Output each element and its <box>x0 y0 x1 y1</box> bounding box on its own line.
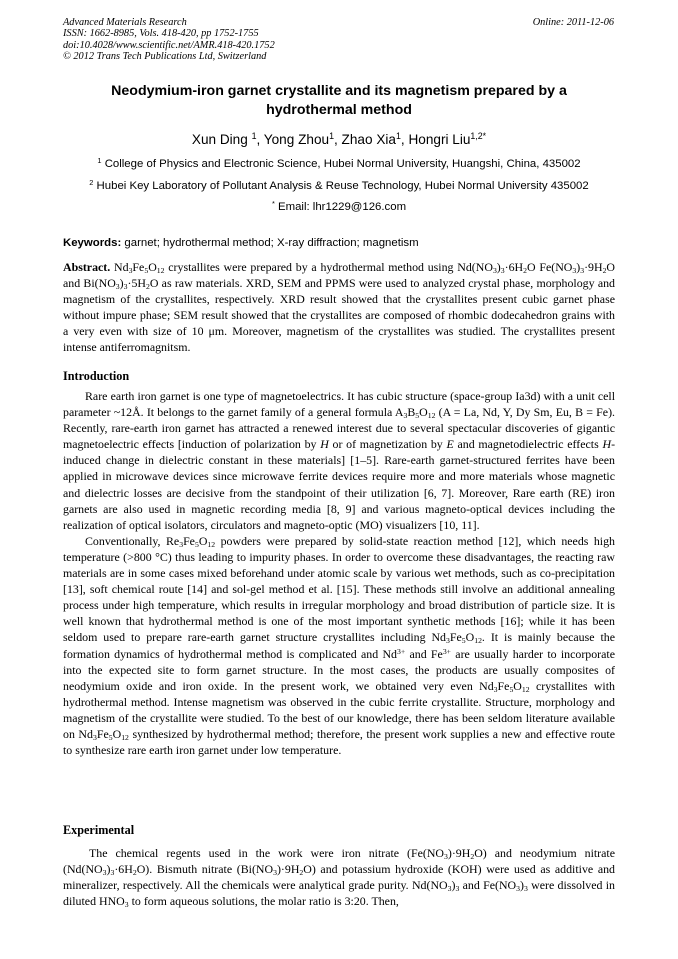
subscript: 12 <box>474 636 482 646</box>
body-text: O) and potassium hydroxide (KOH) were used as additive and mineralizer, respectively. All the chemicals were analytical grade purity. Nd(NO <box>63 862 615 893</box>
copyright-line: © 2012 Trans Tech Publications Ltd, Switzerland <box>63 50 267 62</box>
subscript: 5 <box>108 732 113 742</box>
italic-symbol: E <box>446 437 454 452</box>
abstract-text: ) <box>496 260 501 274</box>
author-list <box>63 131 615 148</box>
affiliation-1 <box>63 157 615 172</box>
abstract-text: Nd <box>114 260 129 274</box>
body-text: were dissolved in diluted HNO <box>63 878 616 909</box>
subscript: 3 <box>500 265 505 275</box>
email-text[interactable]: Email: lhr1229@126.com <box>278 201 407 213</box>
keywords-label: Keywords: <box>63 237 122 249</box>
body-text: O) and neodymium nitrate (Nd(NO <box>63 846 615 877</box>
abstract-text: ·5H <box>127 276 146 291</box>
subscript: 2 <box>132 868 137 878</box>
body-text: ) <box>106 862 111 877</box>
body-text: and magnetodielectric effects <box>453 437 603 452</box>
subscript: 3 <box>444 851 448 861</box>
subscript: 3 <box>102 868 107 878</box>
subscript: 12 <box>521 684 530 694</box>
author-name: , Hongri Liu <box>400 132 471 147</box>
subscript: 3 <box>110 868 115 878</box>
abstract-label: Abstract. <box>63 260 111 274</box>
subscript: 3 <box>492 265 497 275</box>
subscript: 3 <box>128 265 133 275</box>
subscript: 5 <box>415 411 420 421</box>
body-text: synthesized by hydrothermal method; therefore, the present work supplies a new and effective route to synthesize rare earth iron garnet under low temperature. <box>63 726 615 758</box>
author-name: , Zhao Xia <box>334 132 396 147</box>
issn-line: ISSN: 1662-8985, Vols. 418-420, pp 1752-1755 <box>63 28 259 40</box>
body-text: Rare earth iron garnet is one type of magnetoelectrics. It has cubic structure (space-group Ia3d) with a unit cell parameter ~12Å. It belongs to the garnet family of a general formula A <box>63 389 615 420</box>
subscript: 3 <box>123 282 128 292</box>
subscript: 3 <box>523 884 528 894</box>
body-text: ·6H <box>114 862 133 877</box>
introduction-heading: Introduction <box>63 369 130 383</box>
body-text: O <box>465 630 475 645</box>
subscript: 3 <box>273 868 277 878</box>
body-text: )·9H <box>276 862 300 877</box>
body-text: -induced change in dielectric constant in these materials] [1–5]. Rare-earth garnet-structured ferrites have been applied in microwave devices since microwave ferrite devices require more and more materials whose magnetic and dielectric losses are decisive from the standpoint of their utilization [6, 7]. Moreover, Rare earth (RE) iron garnets are also used in magnetic recording media [8, 9] and various magneto-optical devices including the realization of optical isolators, circulators and magneto-optic (MO) visualizers [10, 11]. <box>63 437 616 532</box>
superscript: 3+ <box>396 646 406 656</box>
subscript: 5 <box>509 684 514 694</box>
body-text: and Fe(NO <box>459 878 517 893</box>
superscript: 3+ <box>442 646 452 656</box>
body-text: powders were prepared by solid-state reaction method [12], which needs high temperature (>800 °C) thus leading to impurity phases. In order to overcome these disadvantages, the reacting raw materials are in some cases mixed beforehand under atomic scale by various wet methods, such as co-precipitation [13], soft chemical route [14] and sol-gel method et al. [15]. These methods still involve an additional annealing process under high temperature, which results in irregular morphology and broad distribution of particle size. It is well known that hydrothermal method is one of the most important synthetic methods [16]; while it has been seldom used to prepare rare-earth garnet structure crystallites including Nd <box>63 533 615 645</box>
affiliation-number: 2 <box>89 177 94 187</box>
body-text: O). Bismuth nitrate (Bi(NO <box>136 862 274 877</box>
body-text: O <box>419 405 428 420</box>
body-text: Fe <box>183 533 195 548</box>
body-text: Fe <box>449 630 462 645</box>
subscript: 12 <box>427 411 436 421</box>
intro-paragraph-2 <box>63 533 615 758</box>
abstract-text: crystallites were prepared by a hydrothermal method using Nd(NO <box>164 260 493 274</box>
author-name: , Yong Zhou <box>256 132 330 147</box>
abstract-text: ·6H <box>504 260 524 274</box>
corresponding-mark: * <box>271 198 275 208</box>
affiliation-text: Hubei Key Laboratory of Pollutant Analysis & Reuse Technology, Hubei Normal University 435002 <box>96 180 589 192</box>
subscript: 3 <box>516 884 520 894</box>
subscript: 12 <box>156 265 165 275</box>
introduction-body <box>63 388 615 758</box>
keywords-text: garnet; hydrothermal method; X-ray diffraction; magnetism <box>124 237 419 249</box>
abstract-text: O Fe(NO <box>526 260 573 274</box>
paper-title <box>63 82 615 120</box>
keywords <box>63 236 615 251</box>
subscript: 3 <box>124 900 129 910</box>
body-text: . It is mainly because the formation dynamics of hydrothermal method is complicated and Nd <box>63 630 615 661</box>
author-affil-mark: 1 <box>395 131 401 142</box>
body-text: or of magnetization by <box>328 437 447 452</box>
experimental-paragraph-1 <box>63 845 615 909</box>
subscript: 12 <box>207 539 216 549</box>
subscript: 2 <box>470 851 475 861</box>
journal-name: Advanced Materials Research <box>63 17 187 28</box>
abstract-text: ) <box>576 260 581 274</box>
body-text: Fe <box>96 726 109 741</box>
abstract-text: O as raw materials. XRD, SEM and PPMS were used to analyzed crystal phase, morphology and magnetism of the crystallites, respectively. XRD result showed that the crystallites present cubic garnet phase without impure phase; SEM result showed that the crystallites are composed of rhombic dodecahedron grains with a very even with size of 10 μm. Moreover, magnetism of the crystallites was studied. The crystallites present intense antiferromagnitsm. <box>63 276 615 355</box>
body-text: Conventionally, Re <box>85 533 180 548</box>
subscript: 2 <box>602 265 607 275</box>
experimental-body <box>63 845 615 909</box>
abstract-text: ) <box>119 276 124 291</box>
abstract-text: O and Bi(NO <box>63 260 616 291</box>
affiliation-text: College of Physics and Electronic Science, Hubei Normal University, Huangshi, China, 435002 <box>104 158 581 170</box>
body-text: crystallites with hydrothermal method. Intense magnetism was observed in the cubic ferrite crystallite. Structure, morphology and magnetism of the crystallite were studied. To the best of our knowledge, there has been seldom literature available on Nd <box>63 678 615 741</box>
subscript: 3 <box>403 411 408 421</box>
subscript: 3 <box>455 884 460 894</box>
journal-header <box>63 17 275 62</box>
affiliation-2 <box>63 179 615 194</box>
abstract-text: O <box>148 260 157 274</box>
subscript: 3 <box>179 539 184 549</box>
subscript: 3 <box>115 282 120 292</box>
body-text: to form aqueous solutions, the molar ratio is 3:20. Then, <box>128 894 399 909</box>
body-text: ) <box>451 878 456 893</box>
author-affil-mark: 1,2* <box>470 131 487 142</box>
subscript: 2 <box>145 282 150 292</box>
subscript: 2 <box>523 265 527 275</box>
online-date: Online: 2011-12-06 <box>532 17 614 28</box>
italic-symbol: H <box>602 437 612 452</box>
title-line-1: Neodymium-iron garnet crystallite and its magnetism prepared by a <box>111 83 567 99</box>
doi-line: doi:10.4028/www.scientific.net/AMR.418-420.1752 <box>63 39 275 51</box>
abstract-text: Fe <box>132 260 145 274</box>
subscript: 5 <box>194 539 199 549</box>
corresponding-email <box>63 200 615 215</box>
body-text: Fe <box>497 678 510 693</box>
subscript: 3 <box>92 732 97 742</box>
subscript: 3 <box>447 884 452 894</box>
subscript: 3 <box>572 265 577 275</box>
body-text: O <box>198 533 208 548</box>
body-text: (A = La, Nd, Y, Dy Sm, Eu, B = Fe). Recently, rare-earth iron garnet has attracted a renewed interest due to several spectacular discoveries of gigantic magnetoelectric effects [induction of polarization by <box>63 405 615 452</box>
affiliation-number: 1 <box>97 155 102 165</box>
author-affil-mark: 1 <box>329 131 334 142</box>
subscript: 5 <box>461 636 466 646</box>
italic-symbol: H <box>320 437 329 452</box>
body-text: )·9H <box>447 846 471 860</box>
subscript: 3 <box>493 684 498 694</box>
body-text: The chemical regents used in the work were iron nitrate (Fe(NO <box>89 846 445 860</box>
body-text: ) <box>519 878 524 893</box>
body-text: B <box>407 405 416 420</box>
title-line-2: hydrothermal method <box>266 102 412 118</box>
body-text: O <box>513 678 522 693</box>
abstract <box>63 259 615 356</box>
author-name: Xun Ding <box>191 132 248 147</box>
experimental-heading: Experimental <box>63 823 135 837</box>
subscript: 3 <box>580 265 585 275</box>
body-text: and Fe <box>405 646 443 661</box>
intro-paragraph-1 <box>63 388 615 533</box>
abstract-text: ·9H <box>584 260 603 274</box>
body-text: O <box>112 726 122 741</box>
author-affil-mark: 1 <box>251 131 257 142</box>
subscript: 3 <box>445 636 450 646</box>
subscript: 2 <box>299 868 304 878</box>
body-text: are usually harder to incorporate into the expected site to form garnet structure. In the most cases, the products are usually composites of neodymium oxide and iron oxide. In the present work, we obtained very even Nd <box>63 646 615 693</box>
subscript: 5 <box>144 265 149 275</box>
subscript: 12 <box>121 732 129 742</box>
